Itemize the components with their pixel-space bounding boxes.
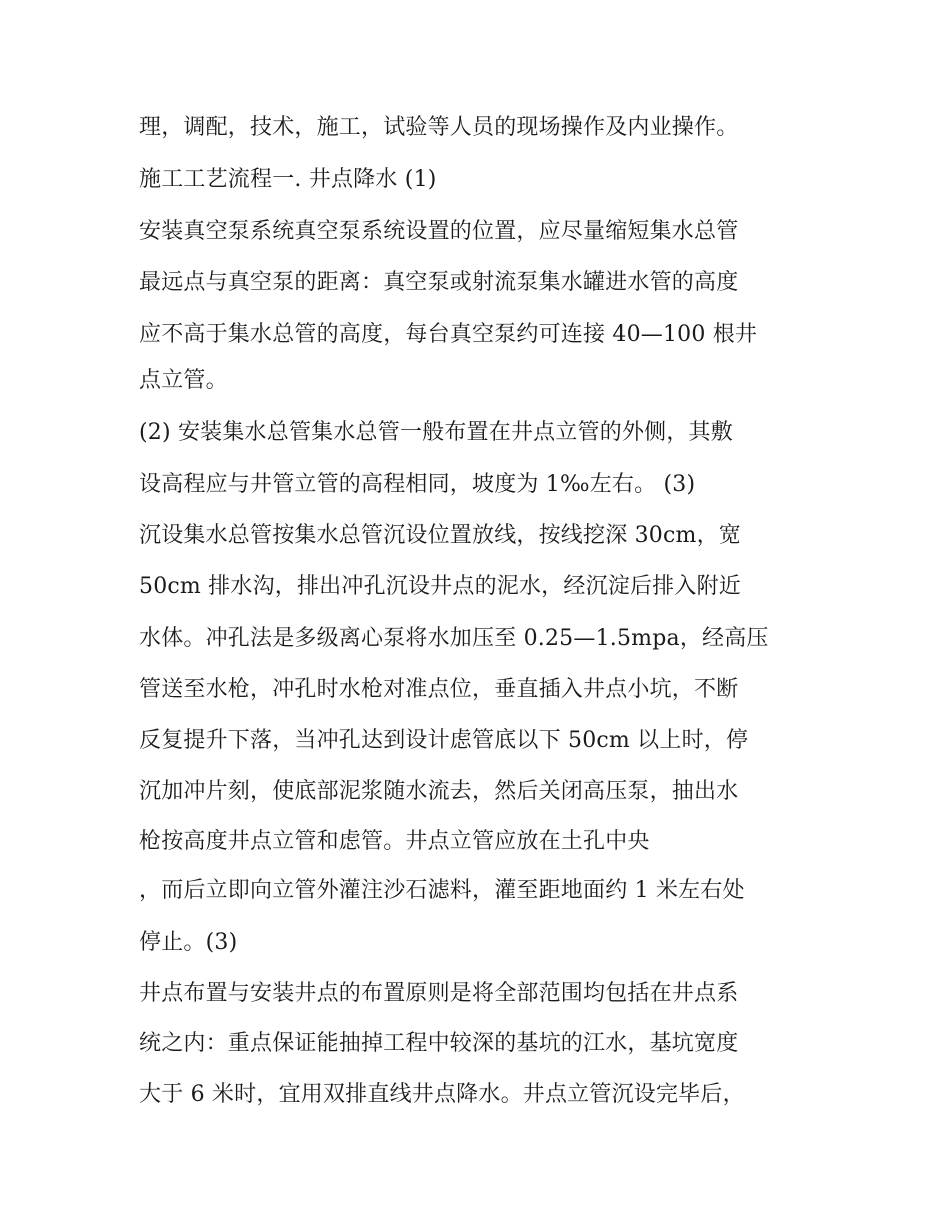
text-line: 水体。冲孔法是多级离心泵将水加压至 0.25—1.5mpa，经高压: [139, 626, 769, 651]
text-line: 理，调配，技术，施工，试验等人员的现场操作及内业操作。: [139, 115, 739, 140]
text-line: 沉设集水总管按集水总管沉设位置放线，按线挖深 30cm，宽: [139, 523, 741, 548]
text-line: 反复提升下落，当冲孔达到设计虑管底以下 50cm 以上时，停: [139, 728, 749, 753]
text-line: 枪按高度井点立管和虑管。井点立管应放在土孔中央: [139, 829, 650, 854]
text-line: 大于 6 米时，宜用双排直线井点降水。井点立管沉设完毕后，: [139, 1082, 745, 1107]
text-line: 施工工艺流程一. 井点降水 (1): [139, 167, 437, 192]
text-line: 统之内：重点保证能抽掉工程中较深的基坑的江水，基坑宽度: [139, 1031, 739, 1056]
text-line: (2) 安装集水总管集水总管一般布置在井点立管的外侧，其敷: [139, 420, 733, 445]
text-line: 井点布置与安装井点的布置原则是将全部范围均包括在井点系: [139, 981, 739, 1006]
text-line: 最远点与真空泵的距离：真空泵或射流泵集水罐进水管的高度: [139, 270, 739, 295]
text-line: 安装真空泵系统真空泵系统设置的位置，应尽量缩短集水总管: [139, 219, 739, 244]
text-line: 设高程应与井管立管的高程相同，坡度为 1‰左右。 (3): [139, 472, 696, 497]
text-line: 点立管。: [139, 368, 228, 393]
text-line: ，而后立即向立管外灌注沙石滤料，灌至距地面约 1 米左右处: [139, 878, 745, 903]
text-line: 沉加冲片刻，使底部泥浆随水流去，然后关闭高压泵，抽出水: [139, 779, 739, 804]
text-line: 应不高于集水总管的高度，每台真空泵约可连接 40—100 根井: [139, 322, 758, 347]
text-line: 50cm 排水沟，排出冲孔沉设井点的泥水，经沉淀后排入附近: [139, 574, 741, 599]
text-line: 停止。(3): [139, 930, 238, 955]
text-line: 管送至水枪，冲孔时水枪对准点位，垂直插入井点小坑，不断: [139, 677, 739, 702]
